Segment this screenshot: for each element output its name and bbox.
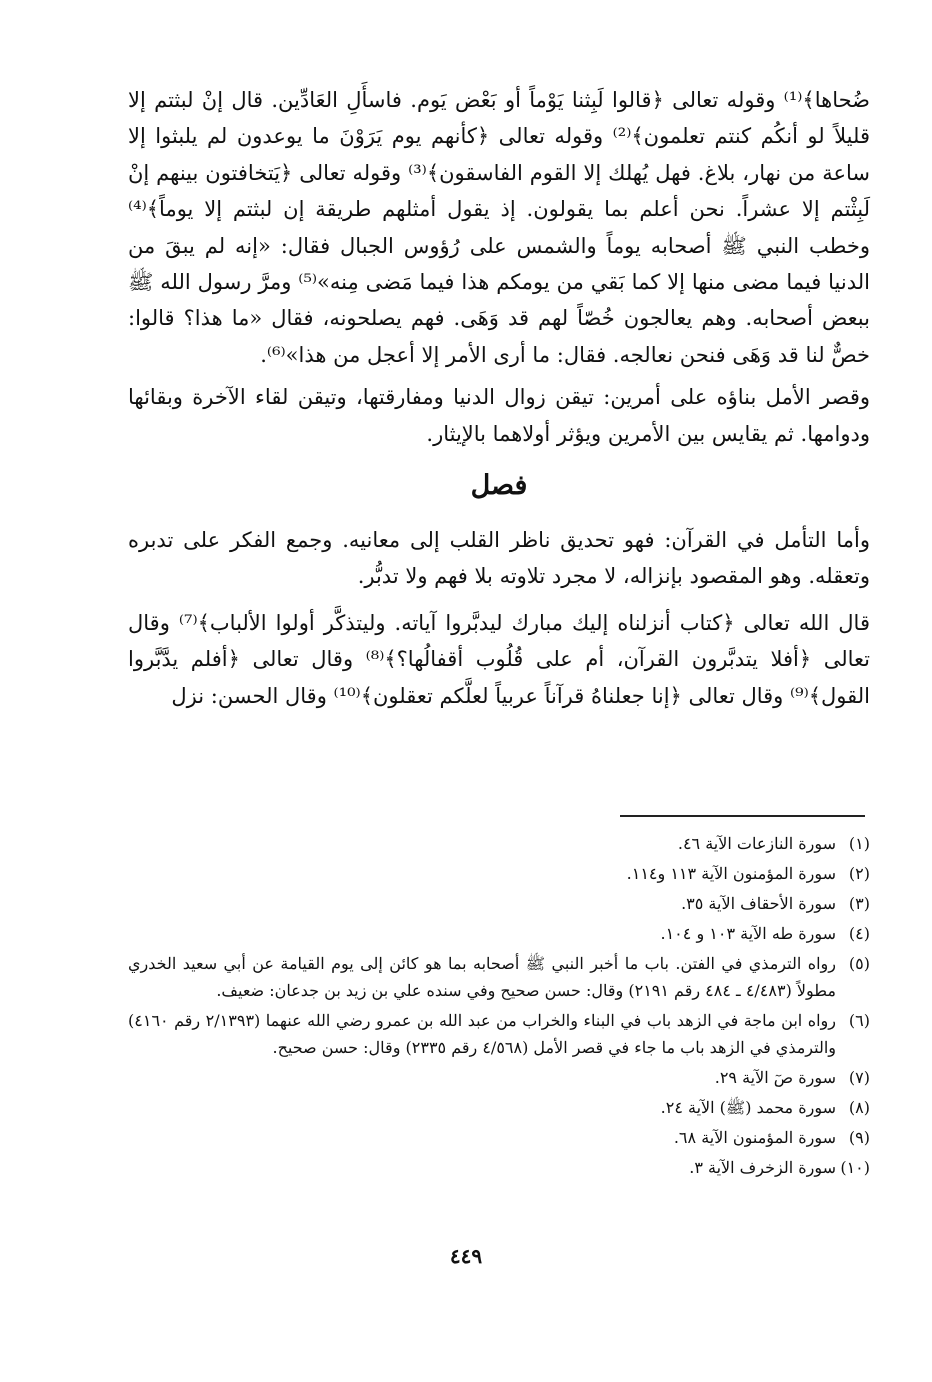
section-heading: فصل xyxy=(470,470,528,502)
footnote xyxy=(128,860,870,887)
footnote-text: سورة النازعات الآية ٤٦. xyxy=(677,834,836,853)
section-paragraph-2: قال الله تعالى ﴿كتاب أنزلناه إليك مبارك ليدبَّروا آياته. وليتذكَّر أولوا الألباب﴾⁽⁷⁾ وقال تعالى ﴿أفلا يتدبَّرون القرآن، أم على قُلُوب أقفالُها؟﴾⁽⁸⁾ وقال تعالى ﴿أفلم يدَّبَّروا القول﴾⁽⁹⁾ وقال تعالى ﴿إنا جعلناهُ قرآناً عربياً لعلَّكم تعقلون﴾⁽¹⁰⁾ وقال الحسن: نزل xyxy=(128,610,870,708)
footnote-text: رواه ابن ماجة في الزهد باب في البناء والخراب من عبد الله بن عمرو رضي الله عنهما (٢/١٣٩٣ رقم ٤١٦٠) والترمذي في الزهد باب ما جاء في قصر الأمل (٤/٥٦٨ رقم ٢٣٣٥) وقال: حسن صحيح. xyxy=(128,1011,837,1057)
footnote xyxy=(128,920,870,947)
page-body xyxy=(128,82,870,724)
footnote xyxy=(128,1094,870,1121)
footnote xyxy=(128,1154,870,1181)
footnote-number: (٩) xyxy=(848,1128,870,1147)
footnote-text: سورة الزخرف الآية ٣. xyxy=(689,1158,836,1177)
footnote-separator xyxy=(620,815,865,817)
footnote xyxy=(128,830,870,857)
footnote-number: (٥) xyxy=(848,954,870,973)
footnote xyxy=(128,1007,870,1061)
footnote-number: (٣) xyxy=(848,894,870,913)
body-paragraph-2: وقصر الأمل بناؤه على أمرين: تيقن زوال الدنيا ومفارقتها، وتيقن لقاء الآخرة وبقائها ودوامها. ثم يقايس بين الأمرين ويؤثر أولاهما بالإيثار. xyxy=(128,385,870,446)
footnote xyxy=(128,1064,870,1091)
footnote-number: (١) xyxy=(848,834,870,853)
footnote xyxy=(128,890,870,917)
footnote-text: سورة طه الآية ١٠٣ و ١٠٤. xyxy=(660,924,836,943)
section-paragraph-1: وأما التأمل في القرآن: فهو تحديق ناظر القلب إلى معانيه. وجمع الفكر على تدبره وتعقله. وهو المقصود بإنزاله، لا مجرد تلاوته بلا فهم ولا تدبُّر. xyxy=(128,528,870,589)
footnote xyxy=(128,950,870,1004)
footnote-number: (٤) xyxy=(848,924,870,943)
footnote-number: (٨) xyxy=(848,1098,870,1117)
footnote-number: (٧) xyxy=(848,1068,870,1087)
footnote-text: سورة المؤمنون الآية ١١٣ و١١٤. xyxy=(626,864,836,883)
footnote-text: سورة صٓ الآية ٢٩. xyxy=(714,1068,836,1087)
footnote-text: سورة المؤمنون الآية ٦٨. xyxy=(673,1128,836,1147)
footnote-number: (٢) xyxy=(848,864,870,883)
footnote xyxy=(128,1124,870,1151)
footnotes xyxy=(128,830,870,1184)
footnote-number: (٦) xyxy=(848,1011,870,1030)
footnote-text: سورة محمد (ﷺ) الآية ٢٤. xyxy=(660,1098,836,1117)
footnote-text: سورة الأحقاف الآية ٣٥. xyxy=(681,894,836,913)
footnote-number: (١٠) xyxy=(840,1158,870,1177)
body-paragraph-1: ضُحاها﴾⁽¹⁾ وقوله تعالى ﴿قالوا لَبِثنا يَوْماً أو بَعْض يَوم. فاسأَلِ العَادِّين. قال إنْ لبثتم إلا قليلاً لو أنكُم كنتم تعلمون﴾⁽²⁾ وقوله تعالى ﴿كأنهم يوم يَرَوْنَ ما يوعدون لم يلبثوا إلا ساعة من نهار، بلاغ. فهل يُهلك إلا القوم الفاسقون﴾⁽³⁾ وقوله تعالى ﴿يَتخافتون بينهم إنْ لَبِثْتم إلا عشراً. نحن أعلم بما يقولون. إذ يقول أمثلهم طريقة إن لبثتم إلا يوماً﴾⁽⁴⁾ وخطب النبي ﷺ أصحابه يوماً والشمس على رُؤوس الجبال فقال: «إنه لم يبقَ من الدنيا فيما مضى منها إلا كما بَقي من يومكم هذا فيما مَضى مِنه»⁽⁵⁾ ومرَّ رسول الله ﷺ ببعض أصحابه. وهم يعالجون خُصّاً لهم قد وَهَى. فهم يصلحونه، فقال «ما هذا؟ قالوا: خصٌّ لنا قد وَهَى فنحن نعالجه. فقال: ما أرى الأمر إلا أعجل من هذا»⁽⁶⁾. xyxy=(128,88,870,367)
page-number: ٤٤٩ xyxy=(449,1244,483,1268)
footnote-text: رواه الترمذي في الفتن. باب ما أخبر النبي ﷺ أصحابه بما هو كائن إلى يوم القيامة عن أبي سعيد الخدري مطولاً (٤/٤٨٣ ـ ٤٨٤ رقم ٢١٩١) وقال: حسن صحيح وفي سنده علي بن زيد بن جدعان: ضعيف. xyxy=(128,954,836,1000)
